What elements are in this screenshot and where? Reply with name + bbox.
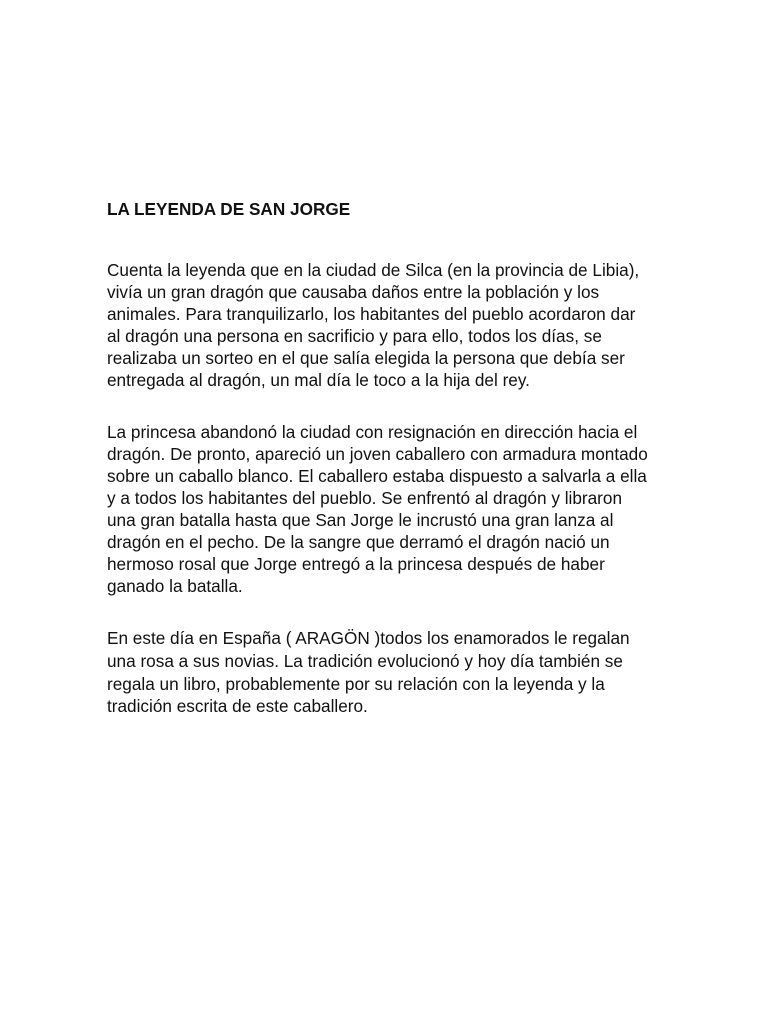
paragraph-line: y a todos los habitantes del pueblo. Se enfrentó al dragón y libraron <box>107 488 623 508</box>
paragraph-line: dragón. De pronto, apareció un joven caballero con armadura montado <box>107 444 648 464</box>
paragraph-line: dragón en el pecho. De la sangre que derramó el dragón nació un <box>107 532 610 552</box>
paragraph-line: realizaba un sorteo en el que salía elegida la persona que debía ser <box>107 348 625 368</box>
document-title: LA LEYENDA DE SAN JORGE <box>107 199 351 219</box>
paragraph-legend <box>107 259 639 391</box>
paragraph-tradition <box>107 627 630 717</box>
paragraph-line: regala un libro, probablemente por su relación con la leyenda y la <box>107 674 605 694</box>
paragraph-line: La princesa abandonó la ciudad con resignación en dirección hacia el <box>107 422 638 442</box>
paragraph-line: una gran batalla hasta que San Jorge le incrustó una gran lanza al <box>107 510 614 530</box>
paragraph-line: hermoso rosal que Jorge entregó a la princesa después de haber <box>107 554 605 574</box>
paragraph-line: En este día en España ( ARAGÖN )todos los enamorados le regalan <box>107 628 630 648</box>
paragraph-line: entregada al dragón, un mal día le toco a la hija del rey. <box>107 370 530 390</box>
paragraph-line: sobre un caballo blanco. El caballero estaba dispuesto a salvarla a ella <box>107 466 647 486</box>
paragraph-princess <box>107 421 648 597</box>
paragraph-line: Cuenta la leyenda que en la ciudad de Silca (en la provincia de Libia), <box>107 260 640 280</box>
paragraph-line: animales. Para tranquilizarlo, los habitantes del pueblo acordaron dar <box>107 304 636 324</box>
paragraph-line: tradición escrita de este caballero. <box>107 696 368 716</box>
paragraph-line: vivía un gran dragón que causaba daños entre la población y los <box>107 282 600 302</box>
paragraph-line: ganado la batalla. <box>107 576 243 596</box>
paragraph-line: una rosa a sus novias. La tradición evolucionó y hoy día también se <box>107 651 623 671</box>
paragraph-line: al dragón una persona en sacrificio y para ello, todos los días, se <box>107 326 602 346</box>
